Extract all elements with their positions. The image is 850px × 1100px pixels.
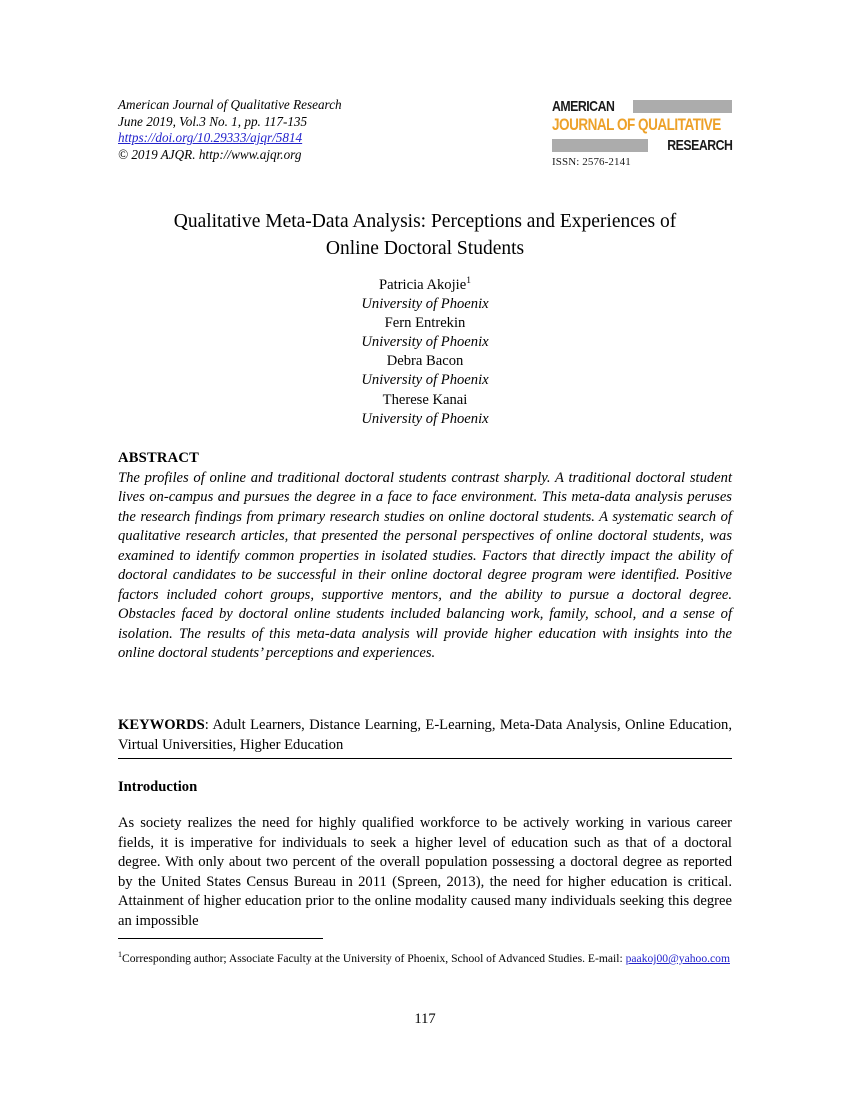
article-title-line-1: Qualitative Meta-Data Analysis: Perceptions and Experiences of — [173, 211, 677, 232]
author-affiliation-4: University of Phoenix — [361, 410, 489, 427]
logo-row-research — [552, 137, 732, 154]
journal-issue-line: June 2019, Vol.3 No. 1, pp. 117-135 — [118, 113, 308, 129]
footnote-email-link[interactable]: paakoj00@yahoo.com — [625, 952, 730, 965]
author-name-4: Therese Kanai — [382, 391, 468, 408]
logo-word-research: RESEARCH — [666, 137, 732, 154]
author-affiliation-3: University of Phoenix — [361, 372, 489, 389]
logo-word-american: AMERICAN — [552, 98, 615, 115]
copyright-line: © 2019 AJQR. http://www.ajqr.org — [118, 146, 302, 162]
author-name-3: Debra Bacon — [386, 353, 464, 370]
journal-masthead-text — [118, 97, 342, 163]
article-title-line-2: Online Doctoral Students — [325, 238, 525, 259]
author-footnote-marker: 1 — [466, 276, 471, 287]
footnote — [118, 951, 732, 966]
author-affiliation-1: University of Phoenix — [361, 296, 489, 313]
logo-row-american — [552, 98, 732, 115]
abstract-heading: ABSTRACT — [118, 450, 200, 466]
footnote-marker: 1 — [118, 950, 122, 960]
doi-link[interactable]: https://doi.org/10.29333/ajqr/5814 — [118, 130, 303, 146]
abstract-body: The profiles of online and traditional doctoral students contrast sharply. A traditional doctoral student lives on-campus and pursues the degree in a face to face environment. This meta-data analysis peruses the research findings from primary research studies on online doctoral students. A systematic search of qualitative research articles, that presented the personal perspectives of online doctoral students, was examined to identify common properties in isolated studies. Factors that directly impact the ability of doctoral candidates to be successful in their online doctoral degree program were identified. Positive factors included cohort groups, supportive mentors, and the ability to pursue a doctoral degree. Obstacles faced by doctoral online students included balancing work, family, school, and a sense of isolation. The results of this meta-data analysis will provide higher education with insights into the online doctoral students’ perceptions and experiences. — [118, 469, 732, 661]
author-name-1 — [118, 276, 732, 295]
footnote-text: Corresponding author; Associate Faculty at the University of Phoenix, School of Advanced Studies. E-mail: — [122, 952, 626, 965]
footnote-divider — [118, 938, 323, 939]
logo-gray-bar-bottom — [552, 139, 648, 152]
introduction-heading: Introduction — [118, 779, 198, 795]
logo-gray-bar-top — [633, 100, 732, 113]
abstract-section — [118, 449, 732, 664]
journal-name: American Journal of Qualitative Research — [118, 97, 342, 112]
page-number: 117 — [414, 1011, 436, 1027]
keywords-section — [118, 716, 732, 755]
author-affiliation-2: University of Phoenix — [361, 334, 489, 351]
keywords-list: Adult Learners, Distance Learning, E-Learning, Meta-Data Analysis, Online Education, Virtual Universities, Higher Education — [118, 717, 732, 753]
logo-row-journal — [552, 117, 732, 134]
author-list — [118, 276, 732, 429]
issn-text: ISSN: 2576-2141 — [552, 156, 631, 168]
author-name-2: Fern Entrekin — [384, 315, 466, 332]
page-header — [118, 97, 732, 168]
introduction-paragraph: As society realizes the need for highly qualified workforce to be actively working in various career fields, it is imperative for individuals to seek a higher level of education such as that of a doctoral degree. With only about two percent of the overall population possessing a doctoral degree as reported by the United States Census Bureau in 2011 (Spreen, 2013), the need for higher education is critical. Attainment of higher education prior to the online modality caused many individuals seeking this degree an impossible — [118, 815, 732, 929]
keywords-separator: : — [204, 717, 213, 733]
keywords-label: KEYWORDS — [118, 717, 205, 733]
journal-logo — [552, 98, 732, 168]
article-title — [118, 208, 732, 262]
logo-word-journal-of-qualitative: JOURNAL OF QUALITATIVE — [552, 116, 721, 134]
author-name-1-text: Patricia Akojie — [379, 277, 467, 293]
keywords-divider — [118, 758, 732, 759]
